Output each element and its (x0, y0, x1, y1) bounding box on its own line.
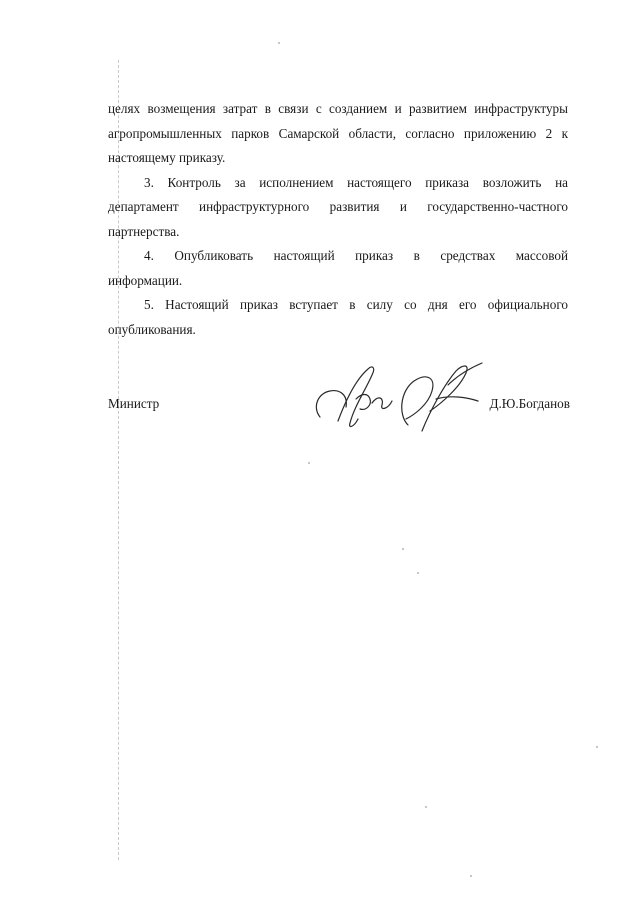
signature-stroke (316, 391, 346, 417)
item-5-line: опубликования. (108, 321, 196, 337)
paragraph-line: настоящему приказу. (108, 150, 226, 165)
item-4-line: информации. (108, 272, 183, 288)
scan-speck (308, 462, 310, 464)
signature-stroke (436, 397, 478, 401)
signatory-title: Министр (108, 396, 160, 411)
paragraph-line: агропромышленных парков Самарской области, согласно приложению 2 к (108, 125, 568, 141)
scan-speck (278, 42, 280, 44)
item-3-line: 3. Контроль за исполнением настоящего приказа возложить на (144, 174, 568, 190)
scan-speck (417, 572, 419, 574)
paragraph-line: целях возмещения затрат в связи с созданием и развитием инфраструктуры (108, 101, 568, 116)
item-3-line: департамент инфраструктурного развития и государственно-частного (108, 199, 568, 214)
item-4-line: 4. Опубликовать настоящий приказ в средствах массовой (144, 248, 568, 263)
scan-speck (470, 875, 472, 877)
scan-speck (425, 806, 427, 808)
order-body-text (108, 97, 568, 342)
signatory-name: Д.Ю.Богданов (489, 396, 570, 411)
signature-stroke (372, 398, 392, 409)
scan-speck (596, 746, 598, 748)
item-5-line: 5. Настоящий приказ вступает в силу со дня его официального (144, 297, 568, 312)
handwritten-signature (310, 355, 485, 440)
item-3-line: партнерства. (108, 223, 180, 239)
scan-speck (402, 548, 404, 550)
